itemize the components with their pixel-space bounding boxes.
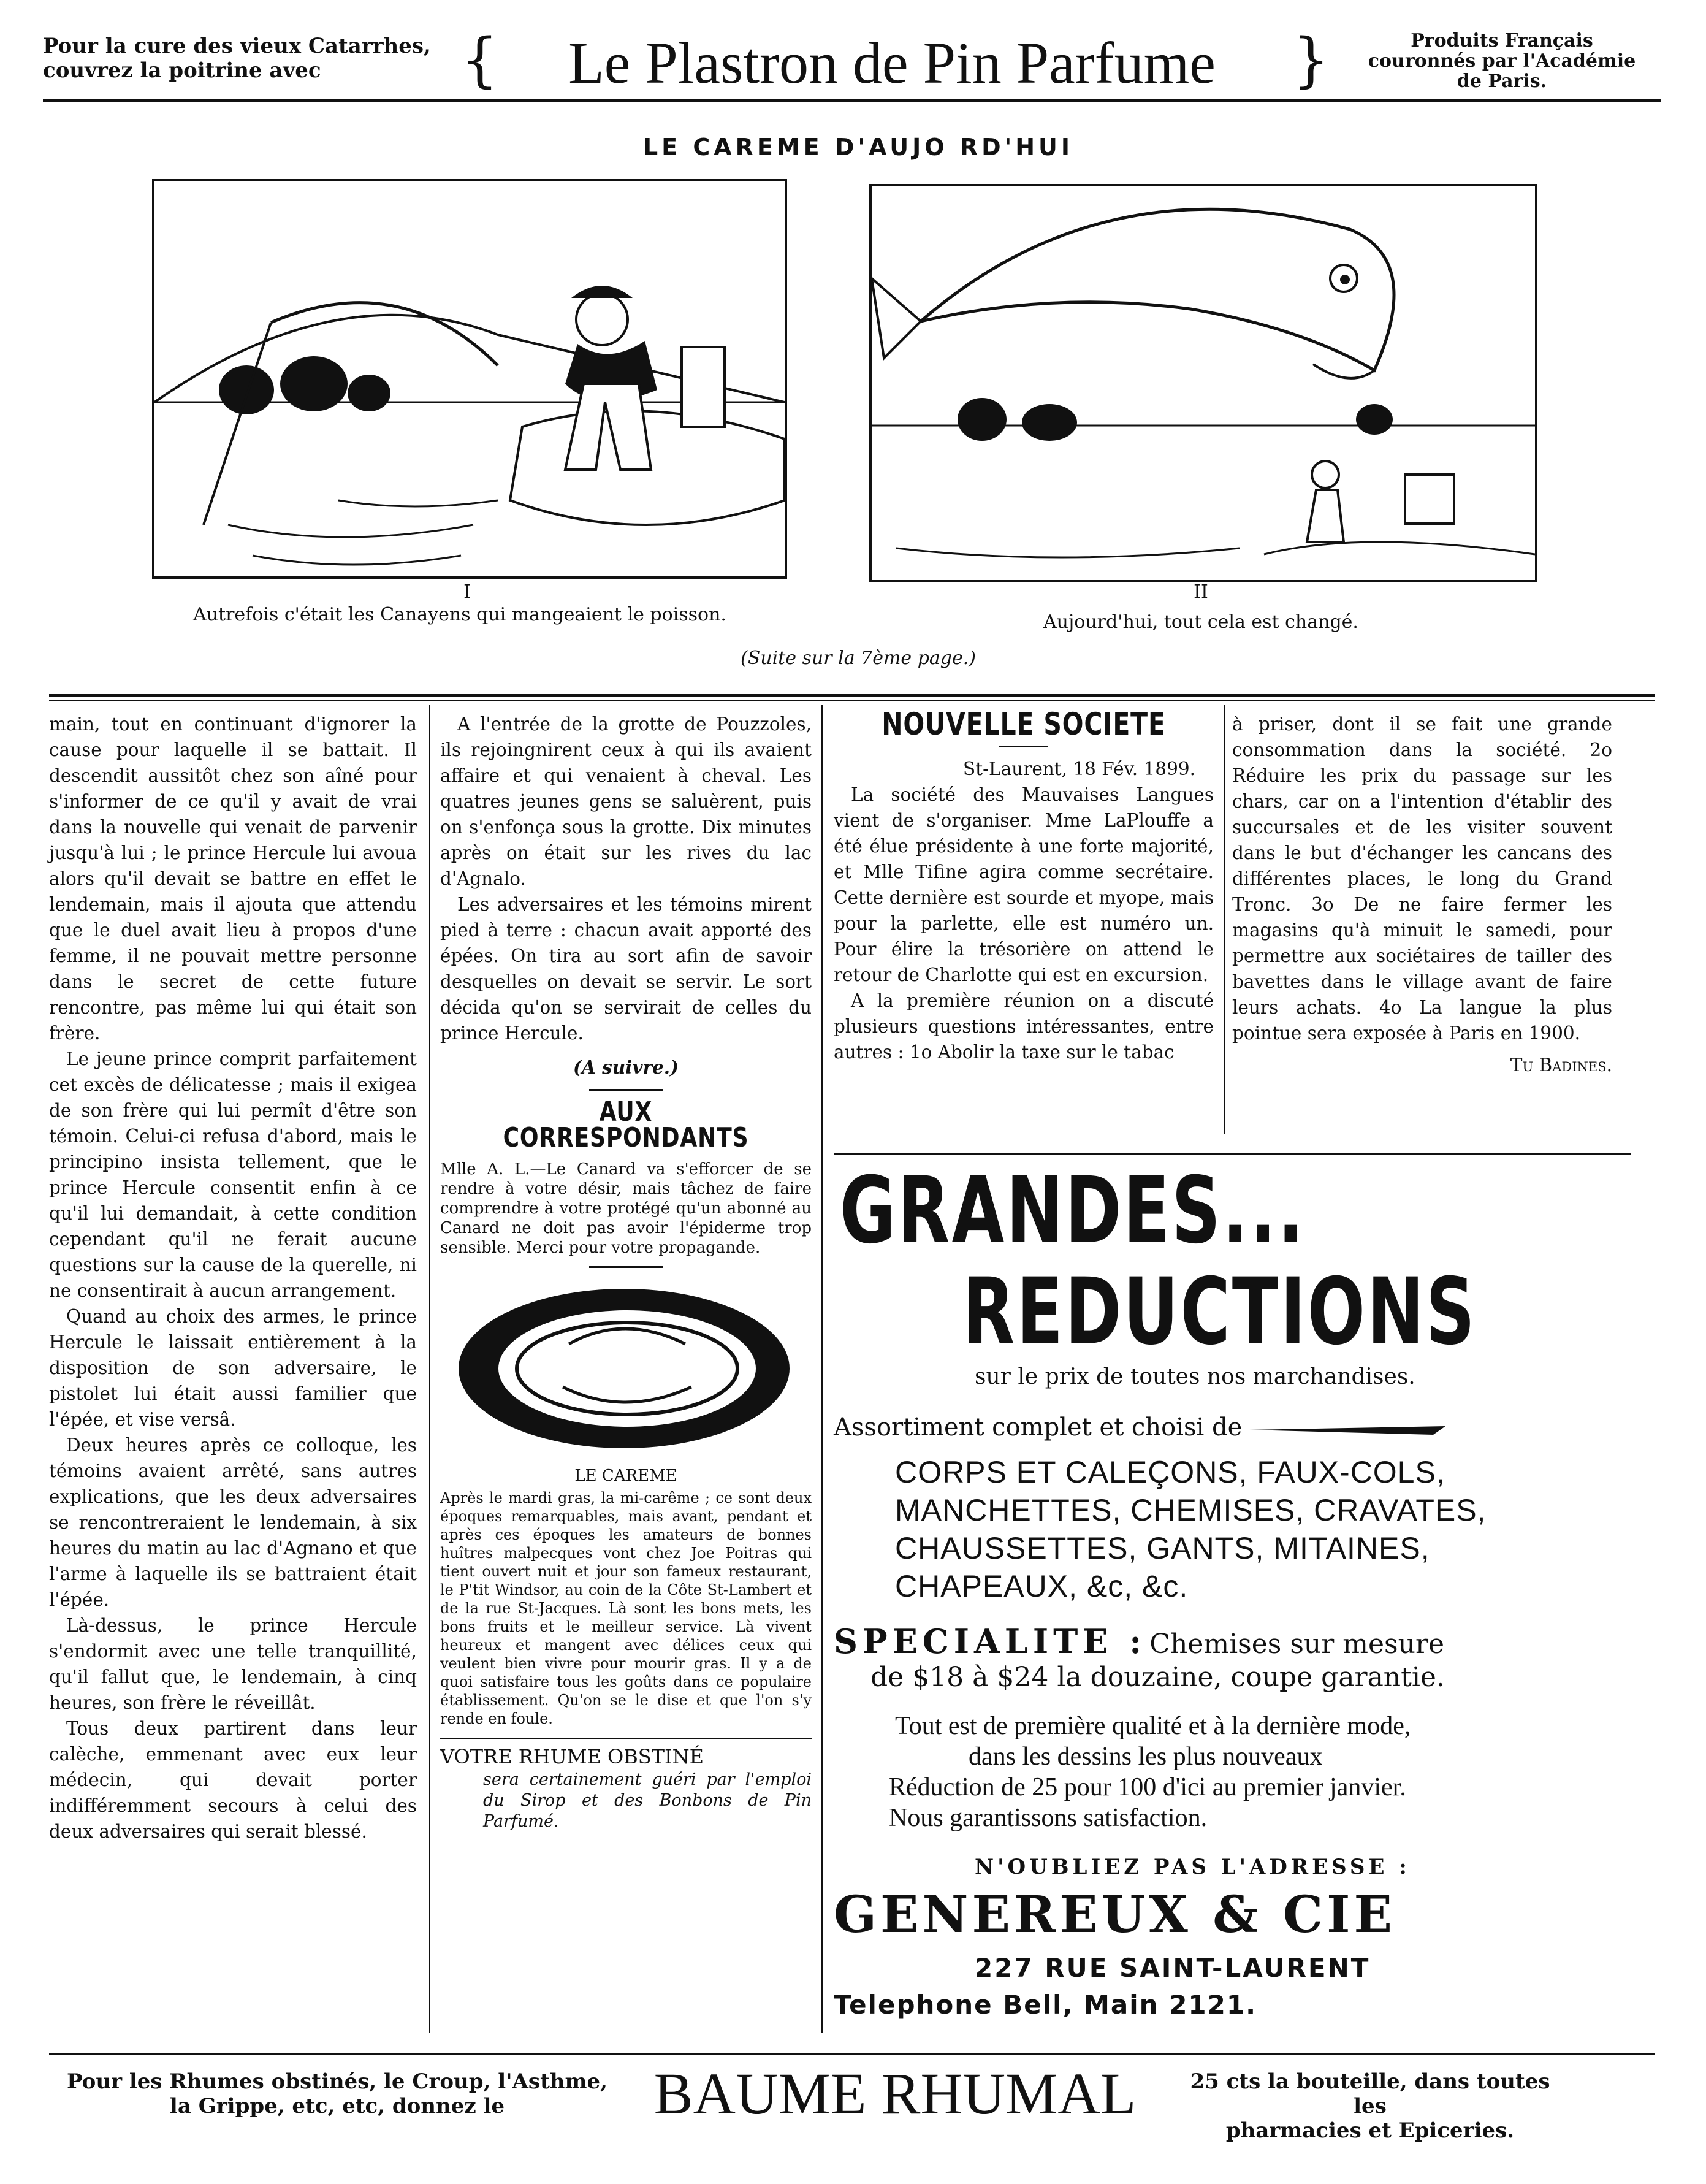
panel-1-caption: Autrefois c'était les Canayens qui mangeaient le poisson. bbox=[193, 604, 726, 625]
footer-title: BAUME RHUMAL bbox=[653, 2061, 1137, 2126]
masthead-left-line1: Pour la cure des vieux Catarrhes, bbox=[43, 34, 431, 58]
advert-subtitle: sur le prix de toutes nos marchandises. bbox=[975, 1364, 1415, 1389]
story-column-1 bbox=[49, 711, 417, 1844]
dateline: St-Laurent, 18 Fév. 1899. bbox=[963, 758, 1195, 779]
small-divider bbox=[440, 1738, 812, 1739]
column-divider-3 bbox=[1224, 705, 1225, 1134]
rhume-title: VOTRE RHUME OBSTINÉ bbox=[440, 1745, 704, 1768]
product-line: MANCHETTES, CHEMISES, CRAVATES, bbox=[895, 1493, 1487, 1527]
story-paragraph: Les adversaires et les témoins mirent pied à terre : chacun avait apporté des épées. On tira au sort afin de savoir desquelles on devait se servir. Le sort décida qu'on se servirait de celles du prince Hercule. bbox=[440, 894, 812, 1044]
masthead-left-line2: couvrez la poitrine avec bbox=[43, 58, 321, 83]
story-paragraph: La société des Mauvaises Langues vient de s'organiser. Mme LaPlouffe a été élue présidente à une forte majorité, et Mlle Tifine agira comme secrétaire. Cette dernière est sourde et myope, mais pour la parlette, elle est numéro un. Pour élire la trésorière on attend le retour de Charlotte qui est en excursion. bbox=[834, 784, 1214, 985]
advert-reminder: N'OUBLIEZ PAS L'ADRESSE : bbox=[975, 1855, 1411, 1879]
cartoon-panel-2 bbox=[869, 184, 1537, 582]
product-line: CHAUSSETTES, GANTS, MITAINES, bbox=[895, 1531, 1430, 1565]
story-paragraph: à priser, dont il se fait une grande consommation dans la société. 2o Réduire les prix du passage sur les chars, car on a l'intention d'établir des succursales et de les visiter souvent dans le but d'échanger les cancans des différentes places, le long du Grand Tronc. 3o De ne faire fermer les magasins qu'à minuit le samedi, pour permettre aux sociétaires de tailler des bavettes dans le village avant de faire leurs achats. 4o La langue la plus pointue sera exposée à Paris en 1900. bbox=[1232, 714, 1612, 1044]
column-divider-1 bbox=[429, 705, 430, 2033]
signature: Tu Badines. bbox=[1510, 1055, 1612, 1075]
column-divider-2 bbox=[821, 705, 823, 2033]
footer-left-line2: la Grippe, etc, etc, donnez le bbox=[169, 2094, 505, 2118]
story-paragraph: Là-dessus, le prince Hercule s'endormit avec une telle tranquillité, qu'il fallut que, le lendemain, à cinq heures, son frère le réveillât. bbox=[49, 1615, 417, 1713]
product-line: CHAPEAUX, &c, &c. bbox=[895, 1569, 1189, 1603]
advert-headline-2: REDUCTIONS bbox=[962, 1259, 1477, 1365]
section-rule-top-thin bbox=[49, 700, 1655, 701]
panel-2-caption: Aujourd'hui, tout cela est changé. bbox=[1043, 611, 1358, 633]
story-column-3 bbox=[834, 706, 1214, 1065]
masthead-left-text bbox=[43, 34, 447, 83]
section-rule-top bbox=[49, 694, 1655, 697]
advert-phone: Telephone Bell, Main 2121. bbox=[834, 1990, 1257, 2020]
story-column-4 bbox=[1232, 711, 1612, 1078]
story-paragraph: Deux heures après ce colloque, les témoins avaient arrêté, sans autres explications, que les deux adversaires se rencontreraient le lendemain, à six heures du matin au lac d'Agnano et que l'arme à laquelle ils se battraient était l'épée. bbox=[49, 1435, 417, 1610]
oyster-illustration bbox=[440, 1277, 812, 1460]
story-paragraph: Quand au choix des armes, le prince Hercule le laissait entièrement à la disposition de son adversaire, le pistolet lui était aussi familier que l'épée, et vise versâ. bbox=[49, 1306, 417, 1430]
advert-headline-1: GRANDES... bbox=[840, 1158, 1306, 1264]
advert-address: 227 RUE SAINT-LAURENT bbox=[975, 1953, 1371, 1983]
advert-products bbox=[895, 1453, 1643, 1605]
panel-1-number: I bbox=[463, 581, 471, 603]
rhume-text: sera certainement guéri par l'emploi du Sirop et des Bonbons de Pin Parfumé. bbox=[483, 1770, 812, 1831]
fisherman-illustration bbox=[154, 181, 785, 576]
correspondents-title: AUX CORRESPONDANTS bbox=[503, 1096, 749, 1153]
advert-quality bbox=[883, 1711, 1618, 1833]
masthead-rule bbox=[43, 99, 1661, 102]
quality-line: Nous garantissons satisfaction. bbox=[889, 1804, 1208, 1832]
continued-note: (Suite sur la 7ème page.) bbox=[741, 647, 976, 669]
small-divider bbox=[589, 1266, 663, 1268]
footer-left bbox=[61, 2069, 613, 2118]
correspondents-text: Mlle A. L.—Le Canard va s'efforcer de se rendre à votre désir, mais tâchez de faire comprendre à votre protégé qu'un abonné au Canard ne doit pas avoir l'épiderme trop sensible. Merci pour votre propagande. bbox=[440, 1160, 812, 1257]
footer-left-line1: Pour les Rhumes obstinés, le Croup, l'Asthme, bbox=[67, 2069, 607, 2094]
advert-company: GENEREUX & CIE bbox=[834, 1885, 1396, 1944]
masthead-right-line1: Produits Français bbox=[1411, 30, 1593, 52]
story-column-2 bbox=[440, 711, 812, 1832]
grandes-reductions-advert bbox=[834, 1158, 1643, 2036]
masthead-title: Le Plastron de Pin Parfume bbox=[568, 30, 1216, 96]
advert-top-rule bbox=[834, 1153, 1631, 1155]
footer-right-line1: 25 cts la bouteille, dans toutes les bbox=[1190, 2069, 1550, 2118]
product-line: CORPS ET CALEÇONS, FAUX-COLS, bbox=[895, 1455, 1445, 1489]
pen-stroke-icon bbox=[1249, 1422, 1445, 1437]
masthead-right-line3: de Paris. bbox=[1457, 71, 1547, 92]
story-paragraph: main, tout en continuant d'ignorer la cause pour laquelle il se battait. Il descendit aussitôt chez son aîné pour s'informer de ce qu'il y avait de vrai dans la nouvelle qui venait de parvenir jusqu'à lui ; le prince Hercule lui avoua alors qu'il devait se battre en effet le lendemain, mais il ajouta que attendu que le duel avait lieu à propos d'une femme, il ne pouvait mettre personne dans le secret de cette future rencontre, pas même lui qui était son frère. bbox=[49, 714, 417, 1044]
specialite-line bbox=[834, 1622, 1643, 1661]
small-divider bbox=[589, 1089, 663, 1091]
masthead-right-line2: couronnés par l'Académie bbox=[1368, 50, 1636, 72]
oyster-advert-text: Après le mardi gras, la mi-carême ; ce sont deux époques remarquables, mais avant, pendant et après ces époques les amateurs de bonnes huîtres malpecques vont chez Joe Poitras qui tient ouvert nuit et jour son fameux restaurant, le P'tit Windsor, au coin de la Côte St-Lambert et de la rue St-Jacques. Là sont les bons mets, les bons fruits et le meilleur service. Là vivent heureux et mangent avec délices ceux qui veulent bien vivre pour mourir gras. Il y a de quoi satisfaire tous les goûts dans ce populaire établissement. Qu'on se le dise et que l'on s'y rende en foule. bbox=[440, 1489, 812, 1727]
quality-line: Tout est de première qualité et à la dernière mode, bbox=[895, 1712, 1411, 1740]
panel-2-number: II bbox=[1194, 581, 1208, 603]
quality-line: dans les dessins les plus nouveaux bbox=[969, 1743, 1323, 1771]
nouvelle-societe-title: NOUVELLE SOCIETE bbox=[882, 706, 1166, 742]
small-divider bbox=[999, 746, 1048, 747]
story-paragraph: Le jeune prince comprit parfaitement cet excès de délicatesse ; mais il exigea de son frère qui lui permît d'être son témoin. Celui-ci refusa d'abord, mais le principino insista tellement, que le prince Hercule consentit enfin à ce qu'il lui demandait, à cette condition cependant qu'il ne ferait aucune questions sur la cause de la querelle, ni ne consentirait à aucun arrangement. bbox=[49, 1048, 417, 1301]
specialite-label: SPECIALITE : bbox=[834, 1622, 1147, 1661]
advert-assortment-text: Assortiment complet et choisi de bbox=[834, 1413, 1243, 1441]
oyster-caption: LE CAREME bbox=[574, 1467, 677, 1485]
footer-rule bbox=[49, 2053, 1655, 2055]
to-follow-note: (A suivre.) bbox=[573, 1056, 679, 1078]
specialite-text-2: de $18 à $24 la douzaine, coupe garantie. bbox=[870, 1662, 1445, 1693]
masthead-right-text bbox=[1330, 31, 1674, 91]
footer-right bbox=[1171, 2069, 1569, 2143]
advert-assortment bbox=[834, 1413, 1447, 1441]
story-paragraph: Tous deux partirent dans leur calèche, emmenant avec eux leur médecin, qui devait porter indifféremment secours à celui des deux adversaires qui serait blessé. bbox=[49, 1718, 417, 1842]
cartoon-title: LE CAREME D'AUJO RD'HUI bbox=[642, 134, 1074, 161]
story-paragraph: A la première réunion on a discuté plusieurs questions intéressantes, entre autres : 1o Abolir la taxe sur le tabac bbox=[834, 990, 1214, 1063]
specialite-text-1: Chemises sur mesure bbox=[1149, 1628, 1445, 1660]
cartoon-panel-1 bbox=[152, 179, 787, 579]
giant-fish-illustration bbox=[872, 186, 1535, 580]
story-paragraph: A l'entrée de la grotte de Pouzzoles, ils rejoingnirent ceux à qui ils avaient affaire et qui venaient à cheval. Les quatres jeunes gens se saluèrent, puis on s'enfonça sous la grotte. Dix minutes après on était sur les rives du lac d'Agnalo. bbox=[440, 714, 812, 889]
brace-right: } bbox=[1292, 26, 1330, 94]
footer-right-line2: pharmacies et Epiceries. bbox=[1225, 2118, 1515, 2143]
brace-left: { bbox=[461, 26, 499, 94]
quality-line: Réduction de 25 pour 100 d'ici au premier janvier. bbox=[889, 1773, 1406, 1801]
